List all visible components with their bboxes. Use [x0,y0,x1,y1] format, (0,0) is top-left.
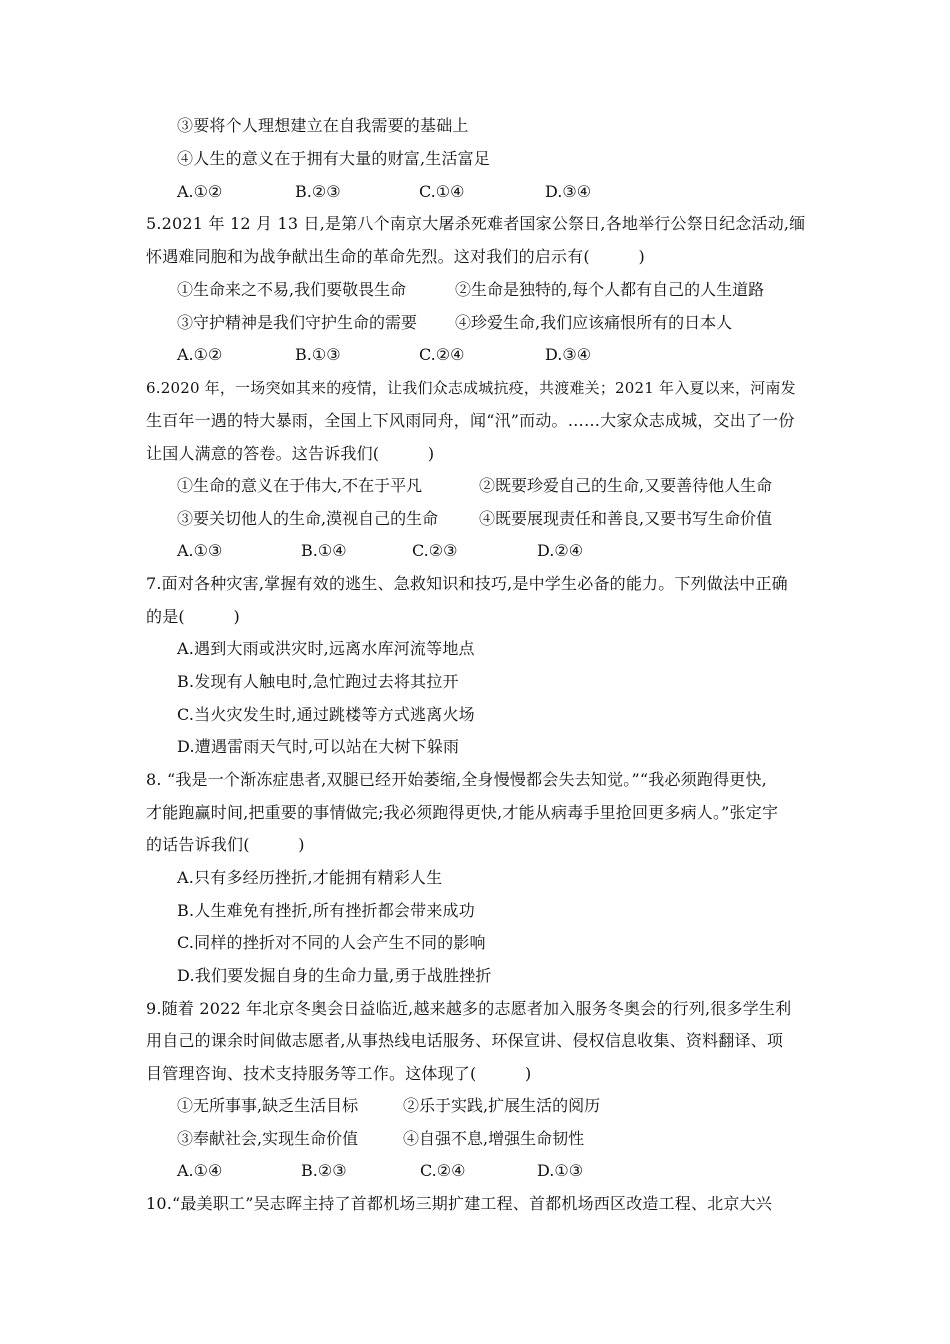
q8-stem-line-3: 的话告诉我们( ) [146,835,305,854]
q4-choice-c: C.①④ [419,182,465,201]
q5-choice-a: A.①② [177,345,223,364]
q6-choice-a: A.①③ [177,541,223,560]
q5-choice-c: C.②④ [419,345,465,364]
q5-stem-line-1: 5.2021 年 12 月 13 日,是第八个南京大屠杀死难者国家公祭日,各地举行公祭日纪念活动,缅 [146,214,806,233]
q5-option-3: ③守护精神是我们守护生命的需要 [177,313,418,332]
q6-option-2: ②既要珍爱自己的生命,又要善待他人生命 [479,476,773,495]
q5-choice-d: D.③④ [545,345,592,364]
q7-stem-line-2: 的是( ) [146,607,240,626]
q5-choice-b: B.①③ [295,345,341,364]
q9-option-2: ②乐于实践,扩展生活的阅历 [403,1096,601,1115]
q9-choice-d: D.①③ [537,1161,584,1180]
q9-option-1: ①无所事事,缺乏生活目标 [177,1096,359,1115]
q6-option-3: ③要关切他人的生命,漠视自己的生命 [177,509,439,528]
q6-choice-c: C.②③ [412,541,458,560]
q7-stem-line-1: 7.面对各种灾害,掌握有效的逃生、急救知识和技巧,是中学生必备的能力。下列做法中正确 [146,574,788,593]
q6-stem-line-1: 6.2020 年，一场突如其来的疫情，让我们众志成城抗疫，共渡难关；2021 年入夏以来，河南发 [146,379,796,397]
q4-choice-a: A.①② [177,182,223,201]
q9-option-3: ③奉献社会,实现生命价值 [177,1129,359,1148]
q7-option-c: C.当火灾发生时,通过跳楼等方式逃离火场 [177,705,475,724]
q8-option-d: D.我们要发掘自身的生命力量,勇于战胜挫折 [177,966,492,985]
q6-stem-line-2: 生百年一遇的特大暴雨，全国上下风雨同舟，闻“汛”而动。……大家众志成城，交出了一份 [146,411,795,430]
q8-stem-line-1: 8. “我是一个渐冻症患者,双腿已经开始萎缩,全身慢慢都会失去知觉。”“我必须跑得更快, [146,770,767,789]
q9-option-4: ④自强不息,增强生命韧性 [403,1129,585,1148]
q9-choice-c: C.②④ [420,1161,466,1180]
q5-stem-line-2: 怀遇难同胞和为战争献出生命的革命先烈。这对我们的启示有( ) [146,247,645,266]
q8-option-b: B.人生难免有挫折,所有挫折都会带来成功 [177,901,475,920]
q9-stem-line-1: 9.随着 2022 年北京冬奥会日益临近,越来越多的志愿者加入服务冬奥会的行列,很多学生利 [146,999,792,1018]
q9-choice-a: A.①④ [177,1161,223,1180]
q6-choice-d: D.②④ [537,541,584,560]
q4-choice-b: B.②③ [295,182,341,201]
q10-stem-line-1: 10.“最美职工”吴志晖主持了首都机场三期扩建工程、首都机场西区改造工程、北京大兴 [146,1194,773,1213]
q8-option-a: A.只有多经历挫折,才能拥有精彩人生 [177,868,443,887]
q4-option-3: ③要将个人理想建立在自我需要的基础上 [177,116,469,135]
q5-option-2: ②生命是独特的,每个人都有自己的人生道路 [455,280,765,299]
q9-stem-line-2: 用自己的课余时间做志愿者,从事热线电话服务、环保宣讲、侵权信息收集、资料翻译、项 [146,1031,784,1050]
q9-choice-b: B.②③ [301,1161,347,1180]
q6-option-1: ①生命的意义在于伟大,不在于平凡 [177,476,423,495]
q7-option-d: D.遭遇雷雨天气时,可以站在大树下躲雨 [177,737,460,756]
q9-stem-line-3: 目管理咨询、技术支持服务等工作。这体现了( ) [146,1064,532,1083]
q8-option-c: C.同样的挫折对不同的人会产生不同的影响 [177,933,486,952]
q5-option-1: ①生命来之不易,我们要敬畏生命 [177,280,407,299]
q7-option-a: A.遇到大雨或洪灾时,远离水库河流等地点 [177,639,475,658]
q6-option-4: ④既要展现责任和善良,又要书写生命价值 [479,509,773,528]
q6-stem-line-3: 让国人满意的答卷。这告诉我们( ) [146,444,435,463]
q7-option-b: B.发现有人触电时,急忙跑过去将其拉开 [177,672,459,691]
q4-choice-d: D.③④ [545,182,592,201]
q8-stem-line-2: 才能跑赢时间,把重要的事情做完;我必须跑得更快,才能从病毒手里抢回更多病人。”张定宇 [146,803,779,822]
q6-choice-b: B.①④ [301,541,347,560]
q5-option-4: ④珍爱生命,我们应该痛恨所有的日本人 [455,313,733,332]
q4-option-4: ④人生的意义在于拥有大量的财富,生活富足 [177,149,491,168]
